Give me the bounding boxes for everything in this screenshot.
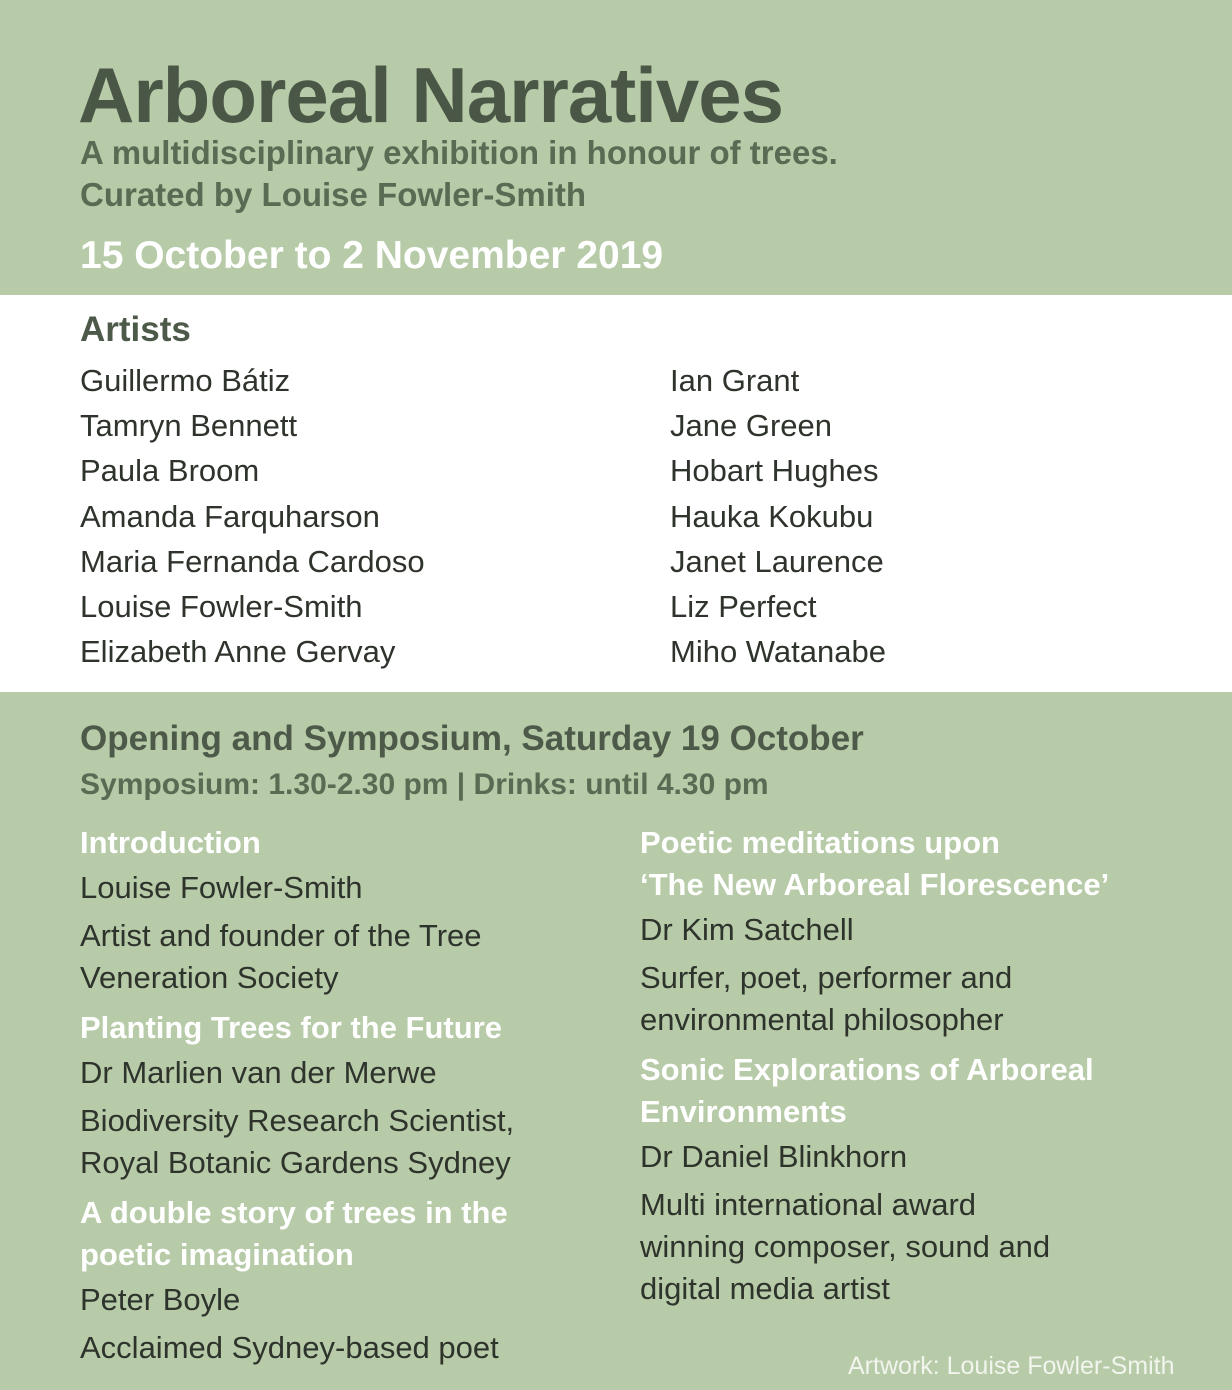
program-column-right [640,822,1200,1310]
talk-title: Sonic Explorations of Arboreal Environments [640,1052,1094,1129]
artist-name: Liz Perfect [670,588,817,624]
talk-description: Biodiversity Research Scientist, Royal Botanic Gardens Sydney [80,1103,515,1180]
talk-planting-trees [80,1007,600,1184]
artist-name: Maria Fernanda Cardoso [80,543,425,579]
talk-speaker: Dr Kim Satchell [640,912,854,947]
program-column-left [80,822,600,1369]
talk-description: Multi international award winning composer, sound and digital media artist [640,1187,1051,1306]
talk-introduction [80,822,600,999]
talk-description: Artist and founder of the Tree Veneration Society [80,918,482,995]
artist-name: Amanda Farquharson [80,498,380,534]
artist-name: Jane Green [670,408,832,444]
talk-double-story [80,1192,600,1369]
opening-heading: Opening and Symposium, Saturday 19 October [80,719,864,758]
artist-name: Tamryn Bennett [80,408,298,444]
talk-title: A double story of trees in the poetic imagination [80,1195,508,1272]
artist-name: Paula Broom [80,453,260,489]
artist-name: Louise Fowler-Smith [80,588,363,624]
artist-name: Hobart Hughes [670,453,879,489]
page-title: Arboreal Narratives [78,51,784,139]
talk-poetic-meditations [640,822,1200,1041]
talk-title: Introduction [80,825,261,860]
exhibition-subtitle: A multidisciplinary exhibition in honour of trees. [80,134,838,171]
artist-name: Ian Grant [670,363,800,398]
artist-name: Miho Watanabe [670,634,886,670]
artists-heading: Artists [80,310,191,349]
talk-description: Surfer, poet, performer and environmental philosopher [640,960,1013,1037]
talk-description: Acclaimed Sydney-based poet [80,1330,499,1365]
talk-title: Planting Trees for the Future [80,1010,502,1045]
artwork-credit: Artwork: Louise Fowler-Smith [848,1352,1175,1380]
exhibition-dates: 15 October to 2 November 2019 [80,234,664,277]
talk-speaker: Dr Daniel Blinkhorn [640,1139,908,1174]
opening-times: Symposium: 1.30-2.30 pm | Drinks: until 4.30 pm [80,768,769,801]
artist-name: Hauka Kokubu [670,498,874,534]
artist-name: Janet Laurence [670,543,884,579]
talk-sonic-explorations [640,1049,1200,1310]
talk-speaker: Peter Boyle [80,1282,241,1317]
talk-title: Poetic meditations upon ‘The New Arboreal Florescence’ [640,825,1110,902]
artist-name: Guillermo Bátiz [80,363,291,398]
curator-line: Curated by Louise Fowler-Smith [80,176,587,213]
talk-speaker: Dr Marlien van der Merwe [80,1055,437,1090]
talk-speaker: Louise Fowler-Smith [80,870,363,905]
artist-name: Elizabeth Anne Gervay [80,634,396,670]
artists-list-right [670,358,886,674]
artists-list-left [80,358,425,674]
